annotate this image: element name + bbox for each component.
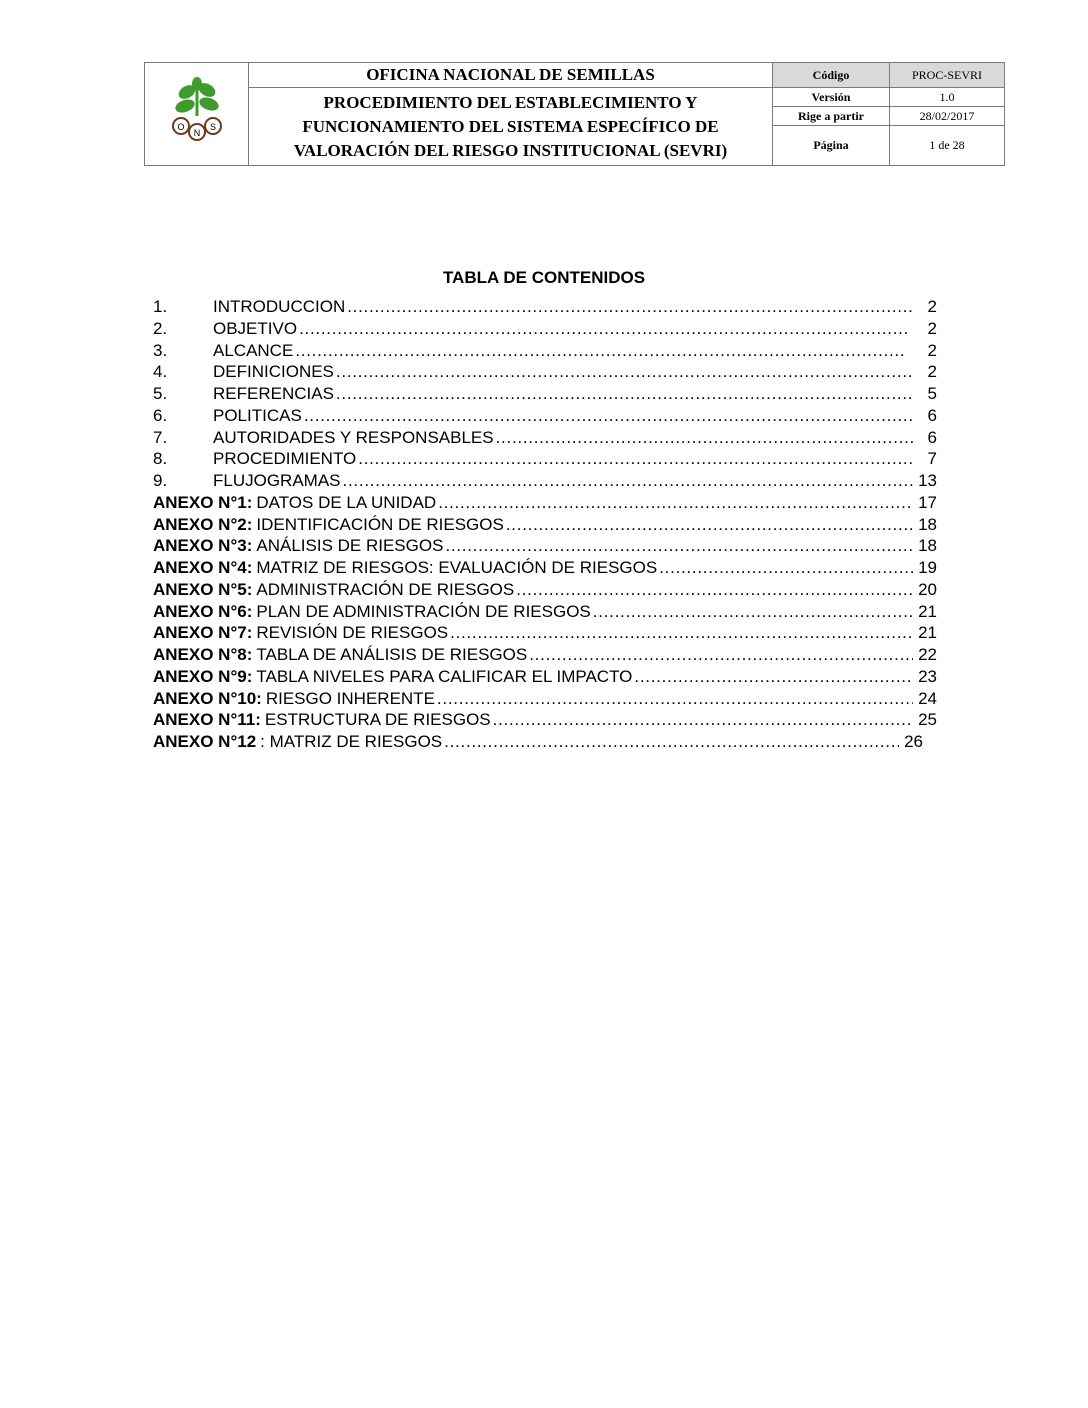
toc-entry[interactable]: [153, 666, 937, 688]
toc-heading: TABLA DE CONTENIDOS: [442, 268, 646, 287]
toc-entry-annex-prefix: ANEXO N°3:: [153, 536, 253, 556]
toc-entry-page-number: 7: [927, 449, 937, 469]
toc-dot-leader: [516, 579, 913, 601]
code-value: PROC-SEVRI: [890, 63, 1005, 88]
toc-entry-annex-prefix: ANEXO N°10:: [153, 688, 262, 708]
toc-entry-number: 3.: [153, 340, 168, 360]
toc-entry-page-number: 2: [927, 297, 937, 316]
svg-text:O: O: [176, 121, 185, 132]
toc-entry[interactable]: [153, 514, 937, 536]
toc-entry-page-number: 6: [927, 405, 937, 425]
toc-entry-number: 6.: [153, 405, 168, 425]
toc-dot-leader: [358, 448, 913, 470]
toc-entry[interactable]: [153, 383, 937, 405]
toc-dot-leader: [450, 622, 913, 644]
toc-dot-leader: [295, 340, 913, 362]
toc-entry-title: RIESGO INHERENTE: [265, 688, 435, 708]
toc-entry-page-number: 6: [927, 427, 937, 447]
toc-entry-annex-prefix: ANEXO N°6:: [153, 601, 253, 621]
toc-entry-page-number: 19: [918, 558, 937, 577]
toc-entry[interactable]: [153, 405, 937, 427]
toc-entry-page-number: 18: [918, 514, 937, 534]
toc-entry-annex-prefix: ANEXO N°5:: [153, 579, 253, 599]
toc-entry-title: REFERENCIAS: [213, 384, 334, 403]
toc-entry-page-number: 2: [927, 318, 937, 338]
toc-dot-leader: [299, 318, 913, 340]
toc-dot-leader: [304, 405, 913, 427]
toc-entry-title: DATOS DE LA UNIDAD: [256, 492, 437, 512]
toc-entry-title: : MATRIZ DE RIESGOS: [260, 732, 443, 751]
document-title: PROCEDIMIENTO DEL ESTABLECIMIENTO Y FUNCIONAMIENTO DEL SISTEMA ESPECÍFICO DE VALORACIÓN DEL RIESGO INSTITUCIONAL (SEVRI): [249, 88, 773, 166]
effective-date-label: Rige a partir: [773, 107, 890, 126]
toc-dot-leader: [437, 688, 913, 710]
toc-entry-annex-prefix: ANEXO N°9:: [153, 666, 253, 686]
toc-entry[interactable]: [153, 688, 937, 710]
toc-entry-page-number: 17: [918, 492, 937, 512]
toc-entry-title: MATRIZ DE RIESGOS: EVALUACIÓN DE RIESGOS: [256, 558, 658, 577]
toc-entry-page-number: 25: [918, 710, 937, 730]
toc-entry-title: PLAN DE ADMINISTRACIÓN DE RIESGOS: [256, 601, 591, 621]
toc-entry[interactable]: [153, 557, 937, 579]
toc-entry-annex-prefix: ANEXO N°2:: [153, 514, 253, 534]
svg-text:S: S: [209, 121, 216, 132]
page-label: Página: [773, 126, 890, 166]
toc-entry-page-number: 2: [927, 362, 937, 382]
toc-entry-page-number: 26: [904, 732, 923, 751]
toc-entry-page-number: 21: [918, 623, 937, 643]
toc-entry[interactable]: [153, 361, 937, 383]
toc-dot-leader: [445, 535, 913, 557]
organization-name: OFICINA NACIONAL DE SEMILLAS: [249, 63, 773, 88]
toc-entry-number: 1.: [153, 297, 168, 316]
toc-dot-leader: [634, 666, 913, 688]
toc-entry-annex-prefix: ANEXO N°4:: [153, 558, 253, 577]
toc-entry[interactable]: [153, 644, 937, 666]
toc-entry-page-number: 24: [918, 688, 937, 708]
toc-dot-leader: [496, 427, 913, 449]
toc-entry-title: OBJETIVO: [213, 318, 298, 338]
toc-entry-annex-prefix: ANEXO N°8:: [153, 645, 253, 664]
ons-logo-icon: [167, 76, 227, 148]
toc-entry-title: TABLA NIVELES PARA CALIFICAR EL IMPACTO: [256, 666, 633, 686]
toc-entry-title: AUTORIDADES Y RESPONSABLES: [213, 427, 494, 447]
toc-entry-title: ESTRUCTURA DE RIESGOS: [264, 710, 491, 730]
toc-dot-leader: [444, 731, 899, 753]
toc-entry-title: PROCEDIMIENTO: [213, 449, 357, 469]
toc-entry-page-number: 22: [918, 645, 937, 664]
toc-entry-number: 2.: [153, 318, 168, 338]
toc-entry-annex-prefix: ANEXO N°7:: [153, 623, 253, 643]
toc-entry-title: FLUJOGRAMAS: [213, 471, 341, 490]
toc-entry[interactable]: [153, 579, 937, 601]
toc-entry-title: POLITICAS: [213, 405, 302, 425]
toc-entry-title: IDENTIFICACIÓN DE RIESGOS: [256, 514, 504, 534]
toc-entry-annex-prefix: ANEXO N°1:: [153, 492, 253, 512]
page-value: 1 de 28: [890, 126, 1005, 166]
toc-dot-leader: [529, 644, 913, 666]
toc-entry-title: DEFINICIONES: [213, 362, 334, 382]
toc-dot-leader: [438, 492, 913, 514]
toc-entry[interactable]: [153, 731, 923, 753]
table-of-contents: [153, 296, 937, 753]
toc-entry-number: 7.: [153, 427, 168, 447]
version-value: 1.0: [890, 88, 1005, 107]
toc-dot-leader: [593, 601, 913, 623]
toc-dot-leader: [336, 383, 913, 405]
toc-entry-page-number: 23: [918, 666, 937, 686]
toc-entry-page-number: 13: [918, 471, 937, 490]
toc-entry-title: ALCANCE: [213, 340, 294, 360]
code-label: Código: [773, 63, 890, 88]
toc-dot-leader: [347, 296, 913, 318]
toc-dot-leader: [336, 361, 913, 383]
toc-entry[interactable]: [153, 622, 937, 644]
toc-entry-page-number: 21: [918, 601, 937, 621]
toc-entry-page-number: 20: [918, 579, 937, 599]
toc-entry[interactable]: [153, 318, 937, 340]
toc-entry-title: TABLA DE ANÁLISIS DE RIESGOS: [256, 645, 528, 664]
toc-entry-number: 4.: [153, 362, 168, 382]
toc-entry[interactable]: [153, 492, 937, 514]
toc-entry[interactable]: [153, 296, 937, 318]
toc-entry[interactable]: [153, 427, 937, 449]
version-label: Versión: [773, 88, 890, 107]
toc-entry-page-number: 2: [927, 340, 937, 360]
toc-dot-leader: [659, 557, 913, 579]
svg-text:N: N: [193, 127, 200, 138]
toc-entry-number: 5.: [153, 384, 168, 403]
toc-entry[interactable]: [153, 709, 937, 731]
toc-entry[interactable]: [153, 601, 937, 623]
toc-entry-title: ANÁLISIS DE RIESGOS: [256, 536, 444, 556]
toc-entry-number: 8.: [153, 449, 168, 469]
toc-entry[interactable]: [153, 470, 937, 492]
toc-entry-title: ADMINISTRACIÓN DE RIESGOS: [256, 579, 515, 599]
toc-entry-number: 9.: [153, 471, 168, 490]
toc-dot-leader: [343, 470, 913, 492]
toc-entry-title: INTRODUCCION: [213, 297, 346, 316]
toc-dot-leader: [506, 514, 913, 536]
document-header-table: [144, 62, 1005, 166]
toc-entry-annex-prefix: ANEXO N°12: [153, 732, 257, 751]
toc-entry[interactable]: [153, 535, 937, 557]
toc-entry-page-number: 18: [918, 536, 937, 556]
toc-entry-page-number: 5: [927, 384, 937, 403]
toc-entry-annex-prefix: ANEXO N°11:: [153, 710, 261, 730]
toc-entry-title: REVISIÓN DE RIESGOS: [256, 623, 449, 643]
toc-entry[interactable]: [153, 340, 937, 362]
logo-cell: [145, 63, 249, 166]
toc-dot-leader: [493, 709, 913, 731]
effective-date-value: 28/02/2017: [890, 107, 1005, 126]
toc-entry[interactable]: [153, 448, 937, 470]
